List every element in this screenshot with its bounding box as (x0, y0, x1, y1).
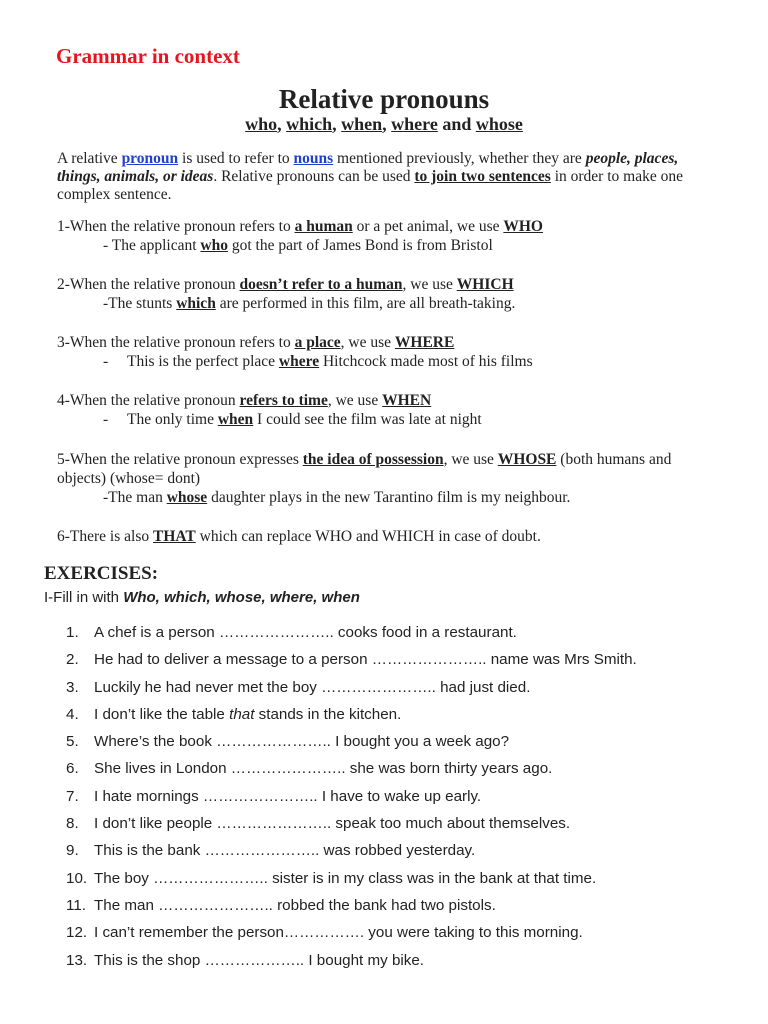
pronoun-link[interactable]: pronoun (121, 150, 179, 167)
example-where: - This is the perfect place where Hitchcock made most of his films (103, 353, 533, 370)
exercise-item: 11. The man ………………….. robbed the bank had two pistols. (66, 896, 496, 914)
exercise-instruction: I-Fill in with Who, which, whose, where, when (44, 589, 360, 606)
rule-that: 6-There is also THAT which can replace WHO and WHICH in case of doubt. (57, 528, 541, 545)
exercise-item: 12. I can’t remember the person……………. you were taking to this morning. (66, 924, 583, 942)
rule-where: 3-When the relative pronoun refers to a place, we use WHERE - This is the perfect place where Hitchcock made most of his films (57, 333, 717, 371)
exercises-heading: EXERCISES: (44, 563, 159, 584)
exercise-item: 8. I don’t like people ………………….. speak too much about themselves. (66, 815, 571, 833)
exercise-item: 4. I don’t like the table that stands in the kitchen. (66, 705, 402, 723)
example-which: -The stunts which are performed in this film, are all breath-taking. (103, 295, 516, 312)
nouns-link[interactable]: nouns (293, 150, 334, 167)
exercise-item: 10. The boy ………………….. sister is in my class was in the bank at that time. (66, 869, 597, 887)
exercise-item: 6. She lives in London ………………….. she was born thirty years ago. (66, 760, 553, 778)
subtitle-word-who: who (245, 114, 278, 134)
exercise-item: 9. This is the bank ………………….. was robbed yesterday. (66, 842, 476, 860)
exercise-item: 13. This is the shop ……………….. I bought my bike. (66, 951, 425, 969)
subtitle-word-whose: whose (475, 114, 523, 134)
exercise-item: 3. Luckily he had never met the boy ………………….. had just died. (66, 678, 531, 696)
exercise-item: 5. Where’s the book ………………….. I bought you a week ago? (66, 733, 510, 751)
intro-paragraph: A relative pronoun is used to refer to nouns mentioned previously, whether they are people, places, things, animals, or ideas. Relative pronouns can be used to join two sentences in order to make one complex sentence. (57, 150, 683, 203)
rule-whose: 5-When the relative pronoun expresses the idea of possession, we use WHOSE (both humans and objects) (whose= dont) -The man whose daughter plays in the new Tarantino film is my neighbour. (57, 450, 707, 507)
page-title: Relative pronouns (278, 84, 490, 114)
example-whose: -The man whose daughter plays in the new Tarantino film is my neighbour. (103, 489, 571, 506)
rule-when: 4-When the relative pronoun refers to time, we use WHEN - The only time when I could see the film was late at night (57, 391, 717, 429)
example-who: - The applicant who got the part of James Bond is from Bristol (103, 237, 493, 254)
example-when: - The only time when I could see the film was late at night (103, 411, 482, 428)
rule-which: 2-When the relative pronoun doesn’t refer to a human, we use WHICH -The stunts which are performed in this film, are all breath-taking. (57, 275, 717, 313)
subtitle-word-where: where (391, 114, 438, 134)
subtitle-word-which: which (286, 114, 333, 134)
exercise-item: 7. I hate mornings ………………….. I have to wake up early. (66, 787, 482, 805)
exercise-item: 2. He had to deliver a message to a person ………………….. name was Mrs Smith. (66, 651, 637, 669)
exercise-item: 1. A chef is a person ………………….. cooks food in a restaurant. (66, 624, 517, 641)
page-subtitle: who, which, when, where and whose (245, 114, 523, 134)
rule-who: 1-When the relative pronoun refers to a human or a pet animal, we use WHO - The applicant who got the part of James Bond is from Bristol (57, 217, 717, 255)
subtitle-word-when: when (341, 114, 383, 134)
exercise-list (66, 623, 746, 978)
section-label: Grammar in context (56, 44, 240, 68)
